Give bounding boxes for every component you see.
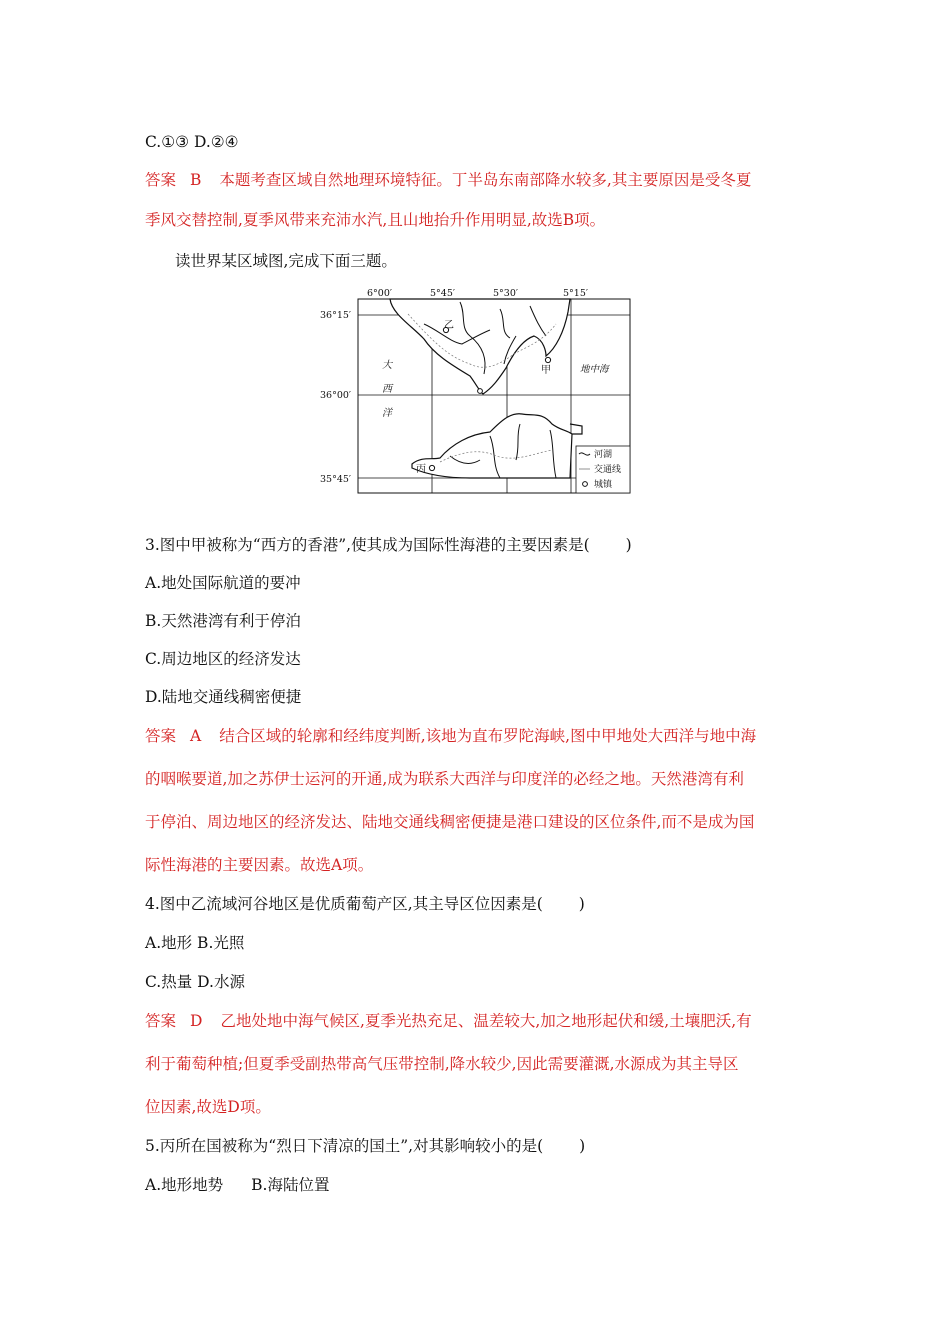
africa-coast bbox=[412, 414, 572, 478]
answer-2-line-2: 季风交替控制,夏季风带来充沛水汽,且山地抬升作用明显,故选B项。 bbox=[145, 211, 606, 229]
question-3: 3.图中甲被称为“西方的香港”,使其成为国际性海港的主要因素是( ) bbox=[145, 536, 632, 554]
lon-label-4: 5°15′ bbox=[563, 288, 589, 299]
place-atlantic-3: 洋 bbox=[382, 408, 392, 419]
answer-text: 本题考查区域自然地理环境特征。丁半岛东南部降水较多,其主要原因是受冬夏 bbox=[219, 171, 752, 189]
answer-4-line-2: 利于葡萄种植;但夏季受副热带高气压带控制,降水较少,因此需要灌溉,水源成为其主导区 bbox=[145, 1055, 739, 1073]
legend-town: 城镇 bbox=[594, 480, 613, 490]
question-5: 5.丙所在国被称为“烈日下清凉的国土”,对其影响较小的是( ) bbox=[145, 1137, 586, 1155]
lon-label-2: 5°45′ bbox=[430, 288, 456, 299]
lat-label-2: 36°00′ bbox=[320, 390, 352, 401]
answer-3-line-2: 的咽喉要道,加之苏伊士运河的开通,成为联系大西洋与印度洋的必经之地。天然港湾有利 bbox=[145, 770, 744, 788]
answer-key: A bbox=[190, 727, 202, 745]
answer-text: 乙地处地中海气候区,夏季光热充足、温差较大,加之地形起伏和缓,土壤肥沃,有 bbox=[220, 1012, 752, 1030]
answer-4-line-3: 位因素,故选D项。 bbox=[145, 1098, 271, 1116]
question-4: 4.图中乙流域河谷地区是优质葡萄产区,其主导区位因素是( ) bbox=[145, 895, 585, 913]
place-mediterranean: 地中海 bbox=[580, 364, 609, 375]
map-intro: 读世界某区域图,完成下面三题。 bbox=[175, 252, 397, 270]
region-map bbox=[320, 284, 632, 494]
answer-label: 答案 bbox=[145, 171, 177, 189]
q3-option-d: D.陆地交通线稠密便捷 bbox=[145, 688, 302, 706]
legend-river: 河湖 bbox=[594, 450, 613, 460]
answer-label: 答案 bbox=[145, 727, 177, 745]
place-atlantic-2: 西 bbox=[382, 384, 392, 395]
answer-key: B bbox=[190, 171, 202, 189]
q5-options-a-b: A.地形地势 B.海陆位置 bbox=[145, 1176, 330, 1194]
q4-options-c-d: C.热量 D.水源 bbox=[145, 973, 245, 991]
q4-options-a-b: A.地形 B.光照 bbox=[145, 934, 245, 952]
answer-text: 结合区域的轮廓和经纬度判断,该地为直布罗陀海峡,图中甲地处大西洋与地中海 bbox=[219, 727, 757, 745]
answer-3-line-1 bbox=[145, 729, 756, 745]
q3-option-b: B.天然港湾有利于停泊 bbox=[145, 612, 301, 630]
answer-3-line-4: 际性海港的主要因素。故选A项。 bbox=[145, 856, 374, 874]
place-bing: 丙 bbox=[416, 464, 426, 475]
answer-4-line-1 bbox=[145, 1014, 752, 1030]
options-c-d: C.①③ D.②④ bbox=[145, 133, 239, 151]
legend-road: 交通线 bbox=[594, 465, 622, 475]
answer-2-line-1 bbox=[145, 173, 751, 189]
answer-label: 答案 bbox=[145, 1012, 177, 1030]
place-jia: 甲 bbox=[541, 365, 551, 376]
place-atlantic-1: 大 bbox=[382, 360, 392, 371]
place-yi: 乙 bbox=[444, 320, 454, 331]
lat-label-3: 35°45′ bbox=[320, 474, 352, 485]
q3-option-c: C.周边地区的经济发达 bbox=[145, 650, 301, 668]
answer-3-line-3: 于停泊、周边地区的经济发达、陆地交通线稠密便捷是港口建设的区位条件,而不是成为国 bbox=[145, 813, 755, 831]
lon-label-1: 6°00′ bbox=[367, 288, 393, 299]
answer-key: D bbox=[190, 1012, 203, 1030]
q3-option-a: A.地处国际航道的要冲 bbox=[145, 574, 301, 592]
lat-label-1: 36°15′ bbox=[320, 310, 352, 321]
lon-label-3: 5°30′ bbox=[493, 288, 519, 299]
